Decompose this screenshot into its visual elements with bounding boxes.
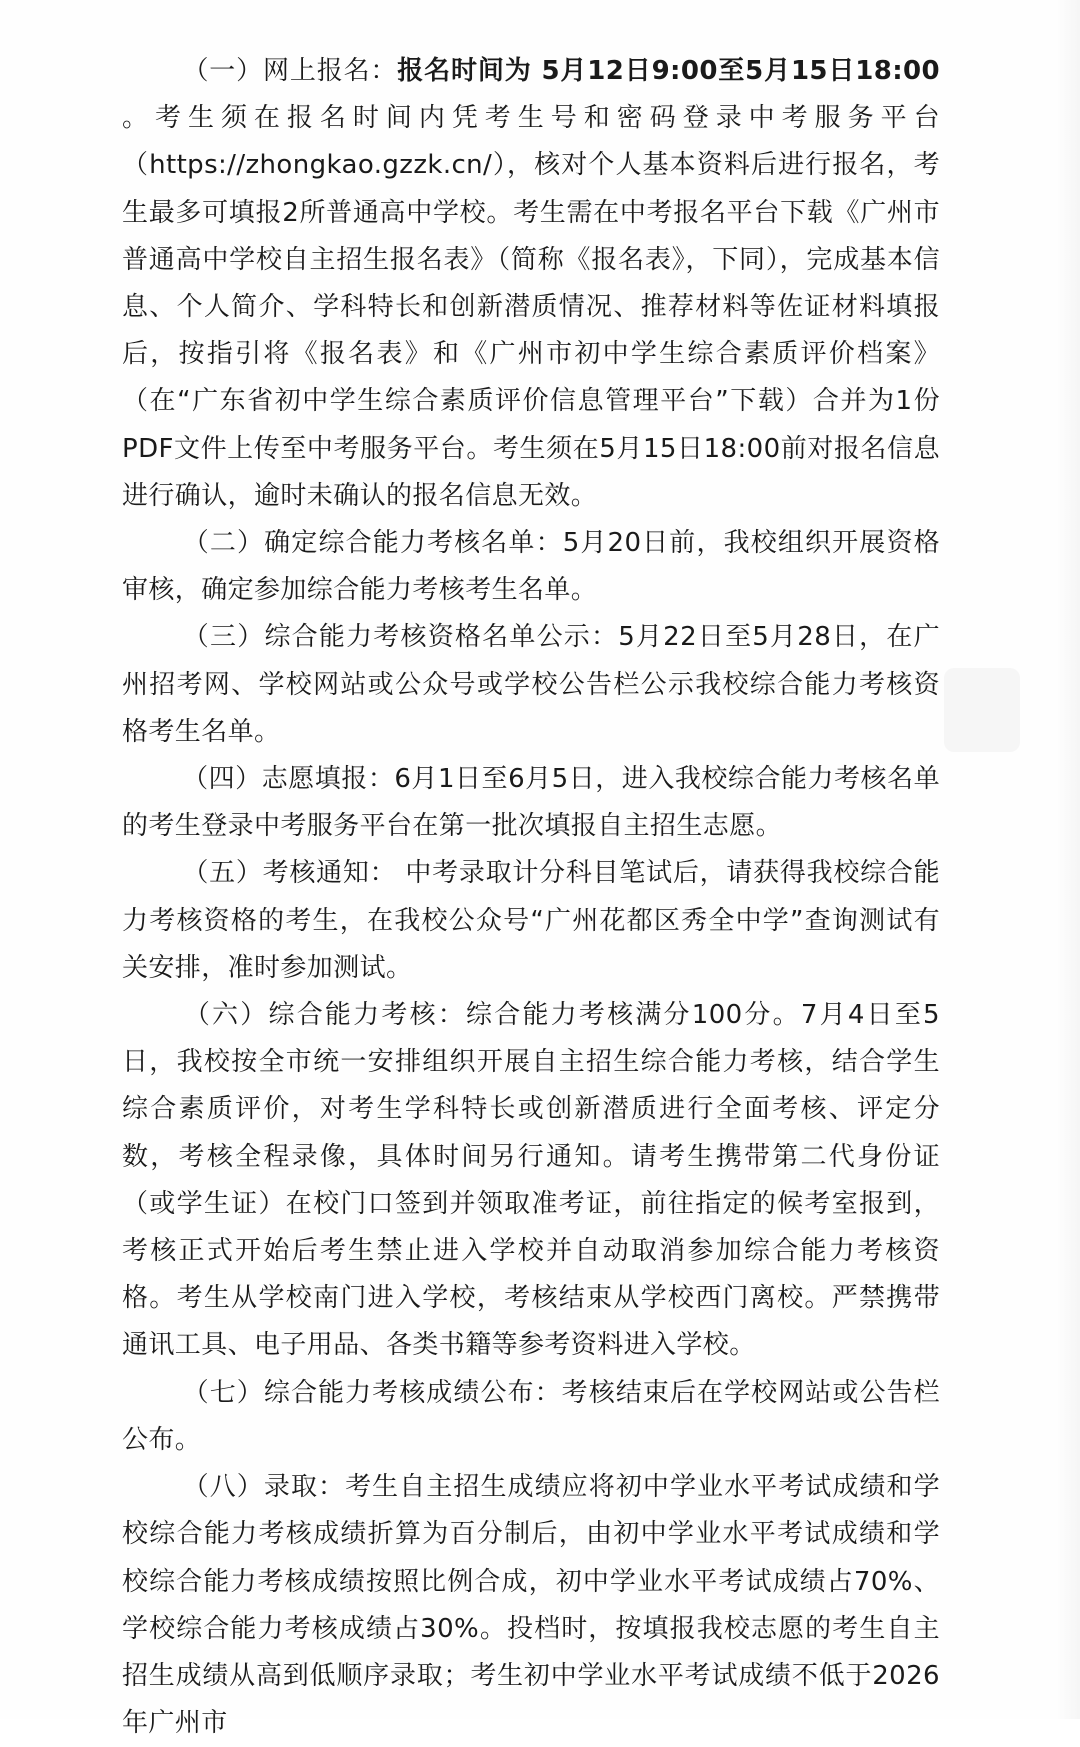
- paragraph-online-registration: [122, 48, 940, 520]
- photo-glare: [944, 668, 1020, 752]
- paragraph-text: 中考录取计分科目笔试后，请获得我校综合能力考核资格的考生，在我校公众号“广州花都区秀全中学”查询测试有关安排，准时参加测试。: [122, 858, 940, 983]
- paragraph-text: 。考生须在报名时间内凭考生号和密码登录中考服务平台（https://zhongkao.gzzk.cn/），核对个人基本资料后进行报名，考生最多可填报2所普通高中学校。考生需在中考报名平台下载《广州市普通高中学校自主招生报名表》（简称《报名表》，下同），完成基本信息、个人简介、学科特长和创新潜质情况、推荐材料等佐证材料填报后，按指引将《报名表》和《广州市初中学生综合素质评价档案》（在“广东省初中学生综合素质评价信息管理平台”下载）合并为1份PDF文件上传至中考服务平台。考生须在5月15日18:00前对报名信息进行确认，逾时未确认的报名信息无效。: [122, 103, 940, 511]
- paragraph-comprehensive-assessment: [122, 992, 940, 1370]
- paragraph-score-publication: [122, 1370, 940, 1464]
- paragraph-list-publicity: [122, 614, 940, 756]
- page-edge-shadow: [1056, 0, 1080, 1719]
- paragraph-text: 考生自主招生成绩应将初中学业水平考试成绩和学校综合能力考核成绩折算为百分制后，由初中学业水平考试成绩和学校综合能力考核成绩按照比例合成，初中学业水平考试成绩占70%、学校综合能力考核成绩占30%。投档时，按填报我校志愿的考生自主招生成绩从高到低顺序录取；考生初中学业水平考试成绩不低于2026年广州市: [122, 1472, 940, 1739]
- document-body: [122, 48, 940, 1747]
- paragraph-text: 综合能力考核满分100分。7月4日至5日，我校按全市统一安排组织开展自主招生综合能力考核，结合学生综合素质评价，对考生学科特长或创新潜质进行全面考核、评定分数，考核全程录像，具体时间另行通知。请考生携带第二代身份证（或学生证）在校门口签到并领取准考证，前往指定的候考室报到，考核正式开始后考生禁止进入学校并自动取消参加综合能力考核资格。考生从学校南门进入学校，考核结束从学校西门离校。严禁携带通讯工具、电子用品、各类书籍等参考资料进入学校。: [122, 1000, 940, 1361]
- paragraph-lead: （八）录取：: [182, 1472, 346, 1503]
- registration-time-highlight: 报名时间为 5月12日9:00至5月15日18:00: [397, 56, 940, 86]
- paragraph-text: 5月20日前，我校组织开展资格审核，确定参加综合能力考核考生名单。: [122, 528, 940, 606]
- paragraph-lead: （四）志愿填报：: [182, 764, 395, 795]
- paragraph-volunteer-filling: [122, 756, 940, 850]
- paragraph-assessment-notice: [122, 850, 940, 992]
- paragraph-text: 6月1日至6月5日，进入我校综合能力考核名单的考生登录中考服务平台在第一批次填报自主招生志愿。: [122, 764, 941, 842]
- paragraph-lead: （一）网上报名：: [182, 56, 398, 86]
- paragraph-lead: （二）确定综合能力考核名单：: [182, 528, 563, 559]
- paragraph-lead: （三）综合能力考核资格名单公示：: [182, 622, 619, 653]
- paragraph-lead: （六）综合能力考核：: [182, 1000, 467, 1031]
- paragraph-lead: （七）综合能力考核成绩公布：: [182, 1377, 562, 1408]
- paragraph-assessment-list: [122, 520, 940, 614]
- paragraph-text: 5月22日至5月28日，在广州招考网、学校网站或公众号或学校公告栏公示我校综合能力考核资格考生名单。: [122, 622, 941, 747]
- paragraph-text: 考核结束后在学校网站或公告栏公布。: [122, 1377, 940, 1455]
- paragraph-admission: [122, 1464, 940, 1747]
- paragraph-lead: （五）考核通知：: [182, 858, 397, 889]
